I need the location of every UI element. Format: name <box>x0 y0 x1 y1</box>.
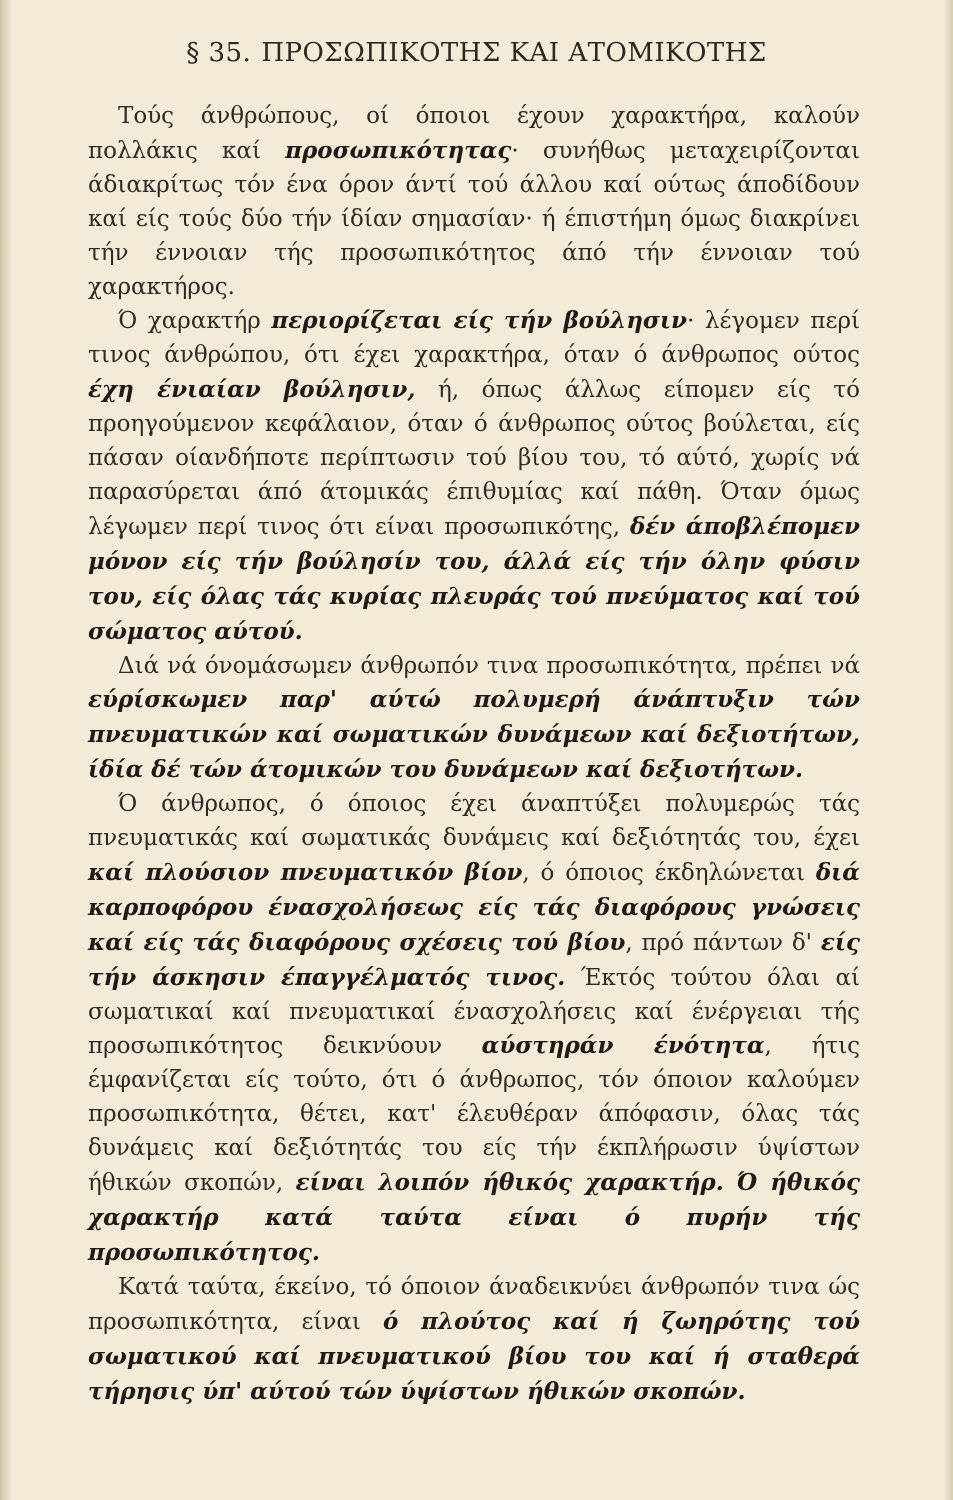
section-number: § 35. <box>186 38 252 68</box>
body-text <box>88 100 860 1409</box>
emphasis-run: ό πλούτος καί ή ζωηρότης τού σωματικού καί πνευματικού βίου του καί ή σταθερά τήρησις ύπ' αύτού τών ύψίστων ήθικών σκοπών. <box>88 1307 860 1405</box>
emphasis-run: είναι λοιπόν ήθικός χαρακτήρ. Ό ήθικός χαρακτήρ κατά ταύτα είναι ό πυρήν τής προσωπικότητος. <box>88 1169 860 1266</box>
emphasis-run: περιορίζεται είς τήν βούλησιν <box>271 307 687 335</box>
paragraph-2 <box>88 304 860 649</box>
emphasis-run: διά καρποφόρου ένασχολήσεως είς τάς διαφόρους γνώσεις καί είς τάς διαφόρους σχέσεις τού βίου <box>88 858 860 956</box>
section-title: ΠΡΟΣΩΠΙΚΟΤΗΣ ΚΑΙ ΑΤΟΜΙΚΟΤΗΣ <box>261 38 767 68</box>
paragraph-5 <box>88 1271 860 1410</box>
text-run: , ήτις έμφανίζεται είς τούτο, ότι ό άνθρωπος, τόν όποιον καλούμεν προσωπικότητα, θέτει, κατ' έλευθέραν άπόφασιν, όλας τάς δυνάμεις καί δεξιότητάς του είς τήν έκπλήρωσιν ύψίστων ήθικών σκοπών, <box>88 1033 860 1197</box>
section-heading <box>0 38 953 68</box>
text-run: ή, όπως άλλως είπομεν είς τό προηγούμενον κεφάλαιον, όταν ό άνθρωπος ούτος βούλεται, είς πάσαν οίανδήποτε περίπτωσιν τού βίου του, τό αύτό, χωρίς νά παρασύρεται άπό άτομικάς έπιθυμίας καί πάθη. Όταν όμως λέγωμεν περί τινος ότι είναι προσωπικότης, <box>88 377 860 540</box>
text-run: Έκτός τούτου όλαι αί σωματικαί καί πνευματικαί ένασχολήσεις καί ένέργειαι τής προσωπικότητος δεικνύουν <box>88 964 860 1060</box>
emphasis-run: εύρίσκωμεν παρ' αύτώ πολυμερή άνάπτυξιν τών πνευματικών καί σωματικών δυνάμεων καί δεξιοτήτων, ίδία δέ τών άτομικών του δυνάμεων καί δεξιοτήτων. <box>88 686 860 784</box>
text-run: Τούς άνθρώπους, οί όποιοι έχουν χαρακτήρα, καλούν πολλάκις καί <box>88 103 860 164</box>
text-run: Κατά ταύτα, έκείνο, τό όποιον άναδεικνύει άνθρωπόν τινα ώς προσωπικότητα, είναι <box>88 1273 860 1335</box>
text-run: · συνήθως μεταχειρίζονται άδιακρίτως τόν ένα όρον άντί τού άλλου καί ούτως άποδίδουν καί είς τούς δύο τήν ίδίαν σημασίαν· ή έπιστήμη όμως διακρίνει τήν έννοιαν τής προσωπικότητος άπό τήν έννοιαν τού χαρακτήρος. <box>88 137 860 300</box>
paragraph-1 <box>88 100 860 304</box>
emphasis-run: δέν άποβλέπομεν μόνον είς τήν βούλησίν του, άλλά είς τήν όλην φύσιν του, είς όλας τάς κυρίας πλευράς τού πνεύματος καί τού σώματος αύτού. <box>88 512 860 645</box>
text-run: Ό άνθρωπος, ό όποιος έχει άναπτύξει πολυμερώς τάς πνευματικάς καί σωματικάς δυνάμεις καί δεξιότητάς του, έχει <box>88 791 860 852</box>
text-run: Διά νά όνομάσωμεν άνθρωπόν τινα προσωπικότητα, πρέπει νά <box>118 652 860 679</box>
text-run: , ό όποιος έκδηλώνεται <box>522 859 816 886</box>
emphasis-run: καί πλούσιον πνευματικόν βίον <box>88 858 523 886</box>
emphasis-run: αύστηράν ένότητα <box>481 1032 765 1060</box>
emphasis-run: προσωπικότητας <box>285 136 512 164</box>
emphasis-run: έχη ένιαίαν βούλησιν, <box>88 376 416 404</box>
paragraph-3 <box>88 650 860 789</box>
text-run: Ό χαρακτήρ <box>118 308 272 335</box>
emphasis-run: είς τήν άσκησιν έπαγγέλματός τινος. <box>88 928 860 991</box>
text-run: , πρό πάντων δ' <box>625 929 821 956</box>
paragraph-4 <box>88 788 860 1271</box>
text-run: · λέγομεν περί τινος άνθρώπου, ότι έχει χαρακτήρα, όταν ό άνθρωπος ούτος <box>88 308 861 369</box>
